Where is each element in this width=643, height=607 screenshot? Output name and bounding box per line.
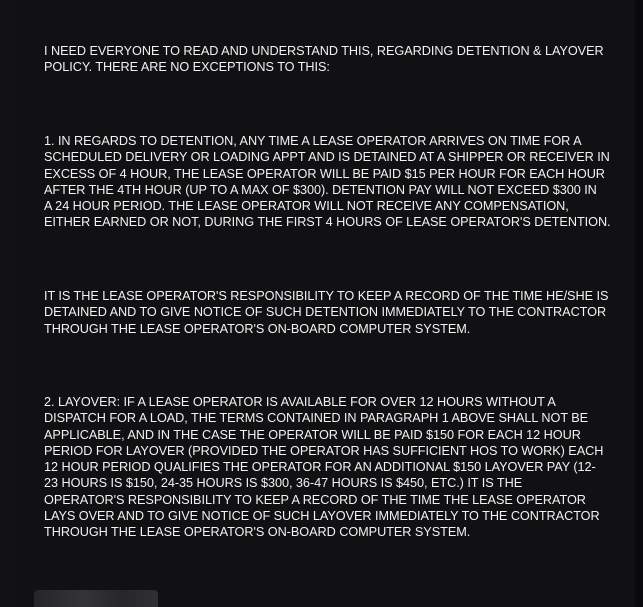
reaction-bar[interactable] — [34, 590, 158, 607]
left-edge-bar — [0, 0, 10, 607]
detention-record-paragraph: IT IS THE LEASE OPERATOR'S RESPONSIBILITY TO KEEP A RECORD OF THE TIME HE/SHE IS DETAINED AND TO GIVE NOTICE OF SUCH DETENTION IMMEDIATELY TO THE CONTRACTOR THROUGH THE LEASE OPERATOR'S ON-BOARD COMPUTER SYSTEM. — [44, 289, 609, 336]
right-edge-bar — [635, 0, 643, 607]
detention-policy-paragraph: 1. IN REGARDS TO DETENTION, ANY TIME A LEASE OPERATOR ARRIVES ON TIME FOR A SCHEDULED DELIVERY OR LOADING APPT AND IS DETAINED AT A SHIPPER OR RECEIVER IN EXCESS OF 4 HOUR, THE LEASE OPERATOR WILL BE PAID $15 PER HOUR FOR EACH HOUR AFTER THE 4TH HOUR (UP TO A MAX OF $300). DETENTION PAY WILL NOT EXCEED $300 IN A 24 HOUR PERIOD. THE LEASE OPERATOR WILL NOT RECEIVE ANY COMPENSATION, EITHER EARNED OR NOT, DURING THE FIRST 4 HOURS OF LEASE OPERATOR'S DETENTION. — [44, 134, 611, 230]
policy-intro-paragraph: I NEED EVERYONE TO READ AND UNDERSTAND THIS, REGARDING DETENTION & LAYOVER POLICY. THERE ARE NO EXCEPTIONS TO THIS: — [44, 44, 604, 75]
layover-policy-paragraph: 2. LAYOVER: IF A LEASE OPERATOR IS AVAILABLE FOR OVER 12 HOURS WITHOUT A DISPATCH FOR A LOAD, THE TERMS CONTAINED IN PARAGRAPH 1 ABOVE SHALL NOT BE APPLICABLE, AND IN THE CASE THE OPERATOR WILL BE PAID $150 FOR EACH 12 HOUR PERIOD FOR LAYOVER (PROVIDED THE OPERATOR HAS SUFFICIENT HOS TO WORK) EACH 12 HOUR PERIOD QUALIFIES THE OPERATOR FOR AN ADDITIONAL $150 LAYOVER PAY (12- 23 HOURS IS $150, 24-35 HOURS IS $300, 36-47 HOURS IS $450, ETC.) IT IS THE OPERATOR'S RESPONSIBILITY TO KEEP A RECORD OF THE TIME THE LEASE OPERATOR LAYS OVER AND TO GIVE NOTICE OF SUCH LAYOVER IMMEDIATELY TO THE CONTRACTOR THROUGH THE LEASE OPERATOR'S ON-BOARD COMPUTER SYSTEM. — [44, 395, 604, 540]
message-post — [10, 0, 635, 607]
